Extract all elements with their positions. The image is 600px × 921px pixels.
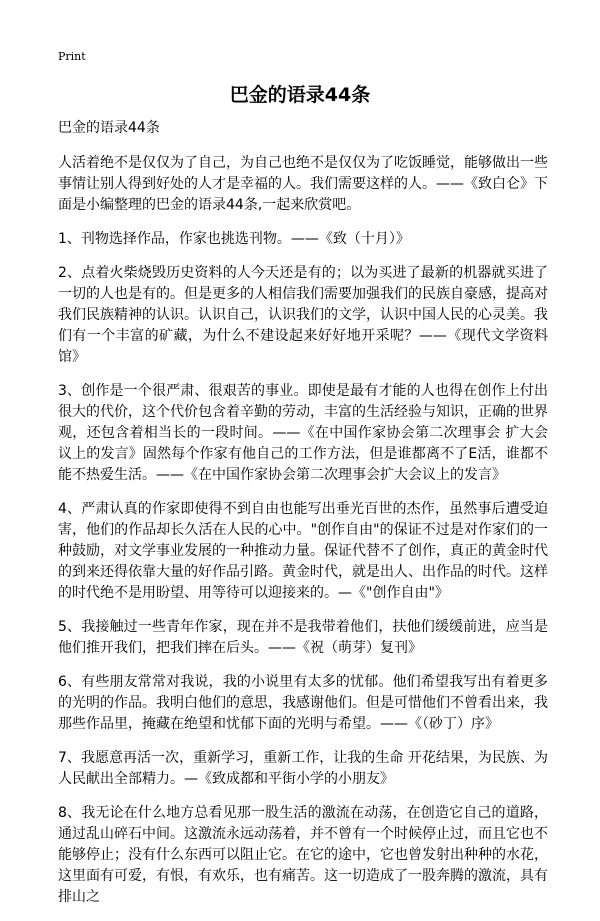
quote-paragraph: 5、我接触过一些青年作家，现在并不是我带着他们，扶他们缓缓前进，应当是他们推开我们，把我们摔在后头。——《祝（萌芽）复刊》 (58, 619, 548, 656)
quote-paragraph: 6、有些朋友常常对我说，我的小说里有太多的忧郁。他们希望我写出有着更多的光明的作品。我明白他们的意思，我感谢他们。但是可惜他们不曾看出来，我那些作品里，掩藏在绝望和忧郁下面的光明与希望。——《（砂丁）序》 (58, 674, 548, 732)
article-subtitle: 巴金的语录44条 (58, 120, 160, 136)
article-body (58, 118, 548, 921)
page-title: 巴金的语录44条 (229, 84, 371, 106)
quote-paragraph: 8、我无论在什么地方总看见那一股生活的激流在动荡，在创造它自己的道路，通过乱山碎石中间。这激流永远动荡着，并不曾有一个时候停止过，而且它也不能够停止；没有什么东西可以阻止它。在它的途中，它也曾发射出种种的水花，这里面有可爱，有恨，有欢乐，也有痛苦。这一切造成了一股奔腾的激流，具有排山之 (58, 805, 548, 905)
print-label: Print (58, 50, 86, 63)
quote-paragraph: 7、我愿意再活一次，重新学习，重新工作，让我的生命 开花结果，为民族、为人民献出全部精力。—《致成都和平街小学的小朋友》 (58, 750, 548, 787)
quote-paragraph: 4、严肃认真的作家即使得不到自由也能写出垂光百世的杰作，虽然事后遭受迫害，他们的作品却长久活在人民的心中。"创作自由"的保证不过是对作家们的一种鼓励，对文学事业发展的一种推动力量。保证代替不了创作，真正的黄金时代的到来还得依靠大量的好作品引路。黄金时代，就是出人、出作品的时代。这样的时代绝不是用盼望、用等待可以迎接来的。—《"创作自由"》 (58, 501, 548, 601)
quote-paragraph: 3、创作是一个很严肃、很艰苦的事业。即使是最有才能的人也得在创作上付出很大的代价，这个代价包含着辛勤的劳动，丰富的生活经验与知识，正确的世界观，还包含着相当长的一段时间。——《在中国作家协会第二次理事会 扩大会议上的发言》固然每个作家有他自己的工作方法，但是谁都离不了E活，谁都不能不热爱生活。——《在中国作家协会第二次理事会扩大会议上的发言》 (58, 383, 548, 483)
quote-paragraph: 2、点着火柴烧毁历史资料的人今天还是有的；以为买进了最新的机器就买进了一切的人也是有的。但是更多的人相信我们需要加强我们的民族自豪感，提高对我们民族精神的认识。认识自己，认识我们的文学，认识中国人民的心灵美。我们有一个丰富的矿藏，为什么不建设起来好好地开采呢？——《现代文学资料馆》 (58, 265, 548, 365)
intro-paragraph: 人活着绝不是仅仅为了自己，为自己也绝不是仅仅为了吃饭睡觉，能够做出一些事情让别人得到好处的人才是幸福的人。我们需要这样的人。——《致白仑》下面是小编整理的巴金的语录44条,一起来欣赏吧。 (58, 155, 548, 213)
quote-paragraph: 1、刊物选择作品，作家也挑选刊物。——《致（十月）》 (58, 231, 410, 247)
